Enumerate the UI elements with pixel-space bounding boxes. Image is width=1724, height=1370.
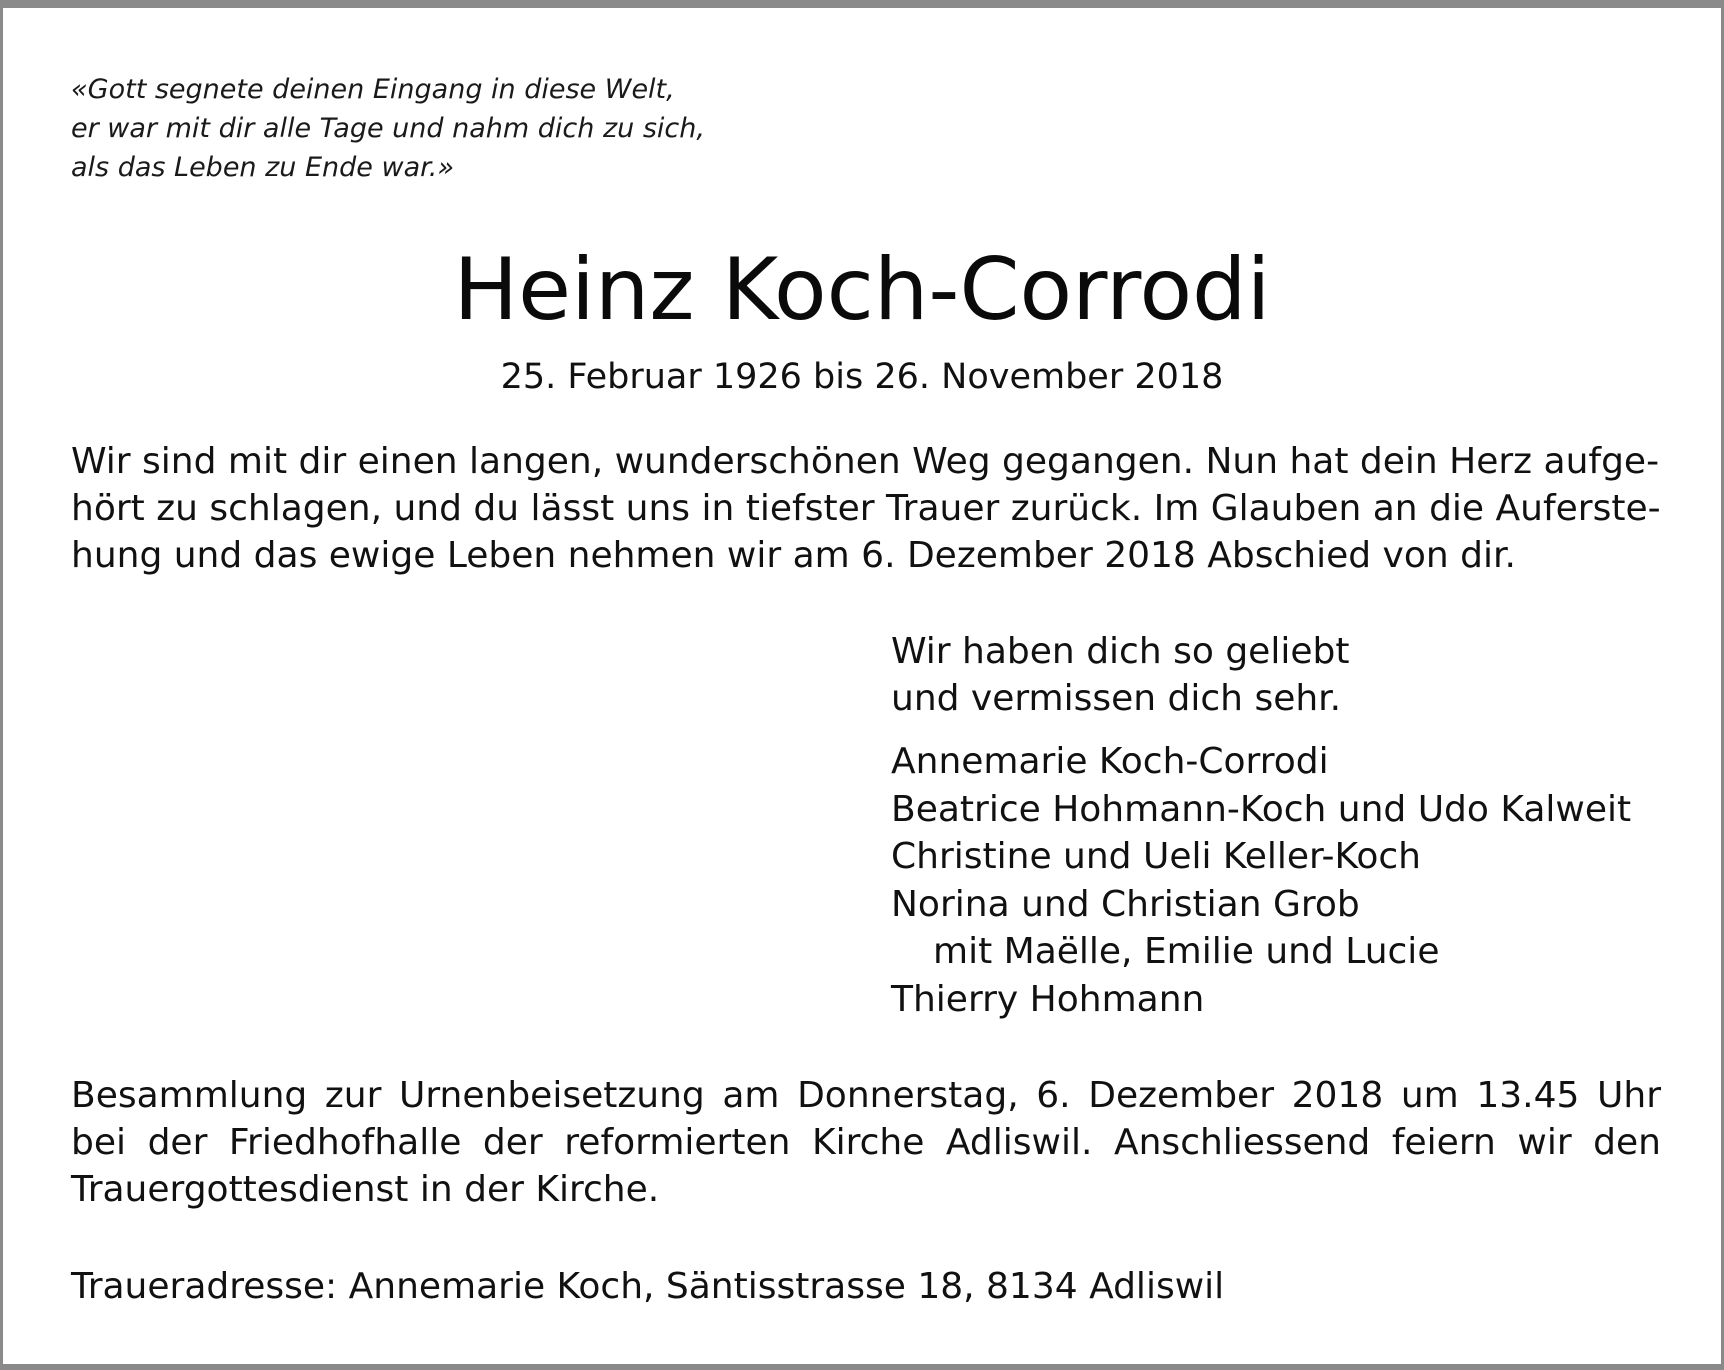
motto-line: als das Leben zu Ende war.» [71, 152, 454, 183]
farewell-message [71, 438, 1661, 579]
message-line: Wir sind mit dir einen langen, wunderschönen Weg gegangen. Nun hat dein Herz aufge- [71, 441, 1660, 482]
mourning-address: Traueradresse: Annemarie Koch, Säntisstrasse 18, 8134 Adliswil [71, 1266, 1225, 1307]
love-line: Wir haben dich so geliebt [891, 631, 1350, 672]
family-member: Beatrice Hohmann-Koch und Udo Kalweit [891, 788, 1632, 830]
love-line: und vermissen dich sehr. [891, 678, 1342, 719]
motto-quote [71, 70, 705, 187]
love-statement [891, 628, 1349, 722]
family-member: Thierry Hohmann [891, 978, 1205, 1020]
service-line: Trauergottesdienst in der Kirche. [71, 1169, 660, 1210]
service-line: bei der Friedhofhalle der reformierten Kirche Adliswil. Anschliessend feiern wir den [71, 1122, 1661, 1163]
motto-line: er war mit dir alle Tage und nahm dich zu sich, [71, 113, 705, 144]
family-list [891, 738, 1631, 1023]
message-line: hung und das ewige Leben nehmen wir am 6. Dezember 2018 Abschied von dir. [71, 535, 1516, 576]
message-line: hört zu schlagen, und du lässt uns in tiefster Trauer zurück. Im Glauben an die Auferste- [71, 488, 1661, 529]
family-member: Annemarie Koch-Corrodi [891, 741, 1329, 782]
life-dates: 25. Februar 1926 bis 26. November 2018 [500, 357, 1224, 397]
service-info [71, 1072, 1661, 1213]
family-member: Norina und Christian Grob [891, 883, 1360, 925]
service-line: Besammlung zur Urnenbeisetzung am Donnerstag, 6. Dezember 2018 um 13.45 Uhr [71, 1075, 1661, 1116]
family-member: Christine und Ueli Keller-Koch [891, 836, 1421, 877]
motto-line: «Gott segnete deinen Eingang in diese Welt, [71, 74, 675, 105]
family-member-children: mit Maëlle, Emilie und Lucie [933, 931, 1440, 972]
deceased-name: Heinz Koch-Corrodi [453, 240, 1271, 340]
